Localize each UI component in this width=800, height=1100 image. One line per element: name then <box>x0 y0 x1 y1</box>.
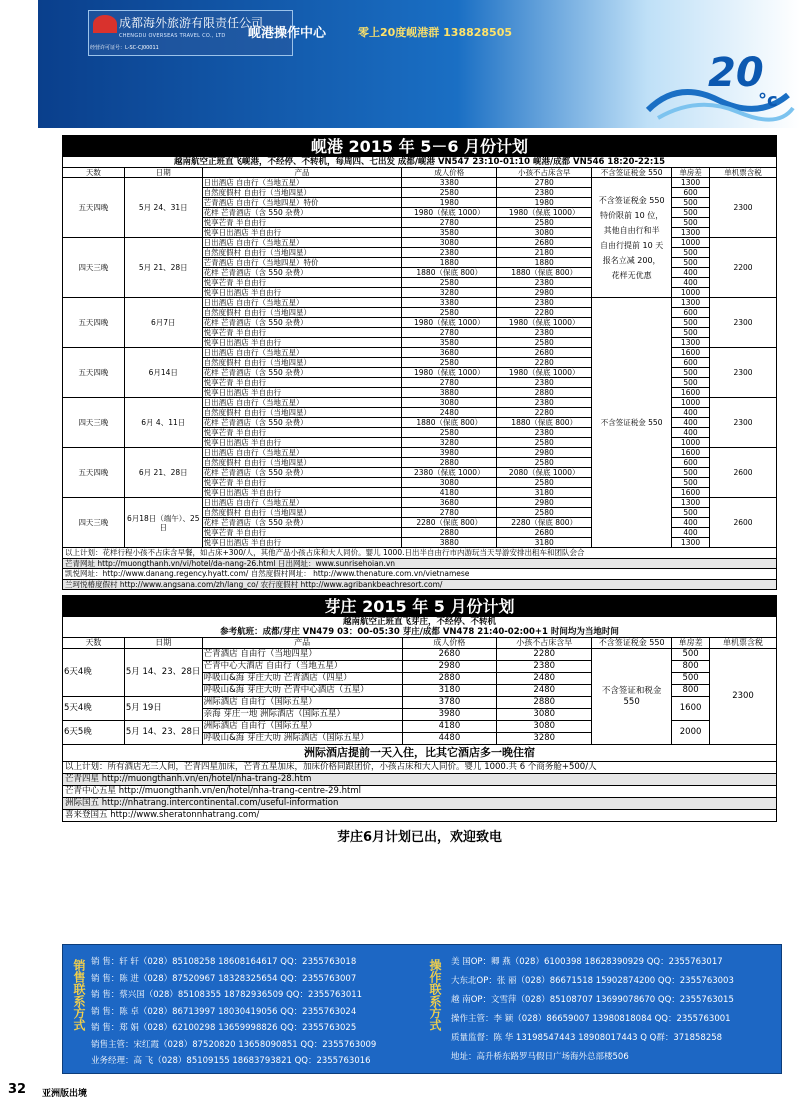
days-cell: 五天四晚 <box>63 298 125 348</box>
visa-note-cell: 不含签证和税金 550 <box>592 649 672 745</box>
ops-center-subtitle: 零上20度岘港群 138828505 <box>358 26 513 39</box>
visa-note-line: 自由行提前 10 天 <box>599 240 664 250</box>
table-header-cell: 产品 <box>202 168 402 178</box>
child-price-cell: 1880（保底 800） <box>497 268 592 278</box>
date-cell: 5月 24、31日 <box>124 178 202 238</box>
product-cell: 悦享日出酒店 半自由行 <box>202 438 402 448</box>
single-supplement-cell: 500 <box>672 508 710 518</box>
sales-contact-row: 销 售：陈 卓（028）86713997 18030419056 QQ：2355763024 <box>91 1006 357 1017</box>
ticket-cell: 2600 <box>710 498 777 548</box>
visa-note-line: 报名立减 200， <box>602 255 661 265</box>
adult-price-cell: 1980 <box>402 198 497 208</box>
adult-price-cell: 1880 <box>402 258 497 268</box>
brand-logo <box>638 40 798 126</box>
product-cell: 日出酒店 自由行（当地五星） <box>202 398 402 408</box>
days-cell: 5天4晚 <box>63 697 125 721</box>
single-supplement-cell: 500 <box>672 208 710 218</box>
publication-name: 亚洲版出境 <box>42 1089 88 1099</box>
adult-price-cell: 2580 <box>402 308 497 318</box>
product-cell: 呼吸山&海 芽庄大叻 芒青酒店（四星） <box>202 673 402 685</box>
adult-price-cell: 1980（保底 1000） <box>402 208 497 218</box>
child-price-cell: 2080（保底 1000） <box>497 468 592 478</box>
adult-price-cell: 1980（保底 1000） <box>402 318 497 328</box>
child-price-cell: 2380 <box>497 188 592 198</box>
days-cell: 四天三晚 <box>63 238 125 298</box>
product-cell: 花样 芒青酒店（含 550 杂费） <box>202 468 402 478</box>
table-row <box>63 178 777 188</box>
single-supplement-cell: 1000 <box>672 238 710 248</box>
product-cell: 自然度假村 自由行（当地四星） <box>202 358 402 368</box>
single-supplement-cell: 500 <box>672 198 710 208</box>
days-cell: 五天四晚 <box>63 448 125 498</box>
single-supplement-cell: 500 <box>672 218 710 228</box>
visa-note-line: 花样无优惠 <box>611 270 652 280</box>
license-number: 经营许可证号：L-SC-CJ00011 <box>90 45 159 51</box>
child-price-cell: 1880 <box>497 258 592 268</box>
danang-price-table <box>62 167 777 548</box>
product-cell: 悦享芒青 半自由行 <box>202 378 402 388</box>
product-cell: 花样 芒青酒店（含 550 杂费） <box>202 518 402 528</box>
ops-center-title: 岘港操作中心 <box>248 26 327 41</box>
ops-contact-row: 越 南OP：文雪萍（028）85108707 13699078670 QQ：2355763015 <box>451 995 734 1005</box>
days-cell: 6天5晚 <box>63 721 125 745</box>
adult-price-cell: 2380 <box>402 248 497 258</box>
single-supplement-cell: 500 <box>672 468 710 478</box>
child-price-cell: 3180 <box>497 538 592 548</box>
adult-price-cell: 3980 <box>402 448 497 458</box>
days-cell: 五天四晚 <box>63 178 125 238</box>
ticket-cell: 2300 <box>710 348 777 398</box>
announcement: 芽庄6月计划已出，欢迎致电 <box>336 830 503 845</box>
adult-price-cell: 3380 <box>402 178 497 188</box>
single-supplement-cell: 600 <box>672 458 710 468</box>
child-price-cell: 2380 <box>497 398 592 408</box>
single-supplement-cell: 1600 <box>672 388 710 398</box>
ops-contact-label: 操作联系方式 <box>428 959 442 1031</box>
table-header-cell: 小孩不占床含早 <box>497 168 592 178</box>
adult-price-cell: 3280 <box>402 438 497 448</box>
adult-price-cell: 2680 <box>402 649 497 661</box>
ops-contact-row: 美 国OP：卿 燕（028）6100398 18628390929 QQ：2355763017 <box>451 957 723 967</box>
danang-note: 兰珂悦椿度假村 http://www.angsana.com/zh/lang_co/ 农行度假村 http://www.agribankbeachresort.com/ <box>62 580 777 591</box>
product-cell: 悦享日出酒店 半自由行 <box>202 388 402 398</box>
product-cell: 自然度假村 自由行（当地四星） <box>202 458 402 468</box>
ticket-cell: 2300 <box>710 298 777 348</box>
adult-price-cell: 2780 <box>402 328 497 338</box>
product-cell: 自然度假村 自由行（当地四星） <box>202 408 402 418</box>
child-price-cell: 1980（保底 1000） <box>497 208 592 218</box>
product-cell: 悦享芒青 半自由行 <box>202 278 402 288</box>
child-price-cell: 2880 <box>497 697 592 709</box>
adult-price-cell: 3580 <box>402 338 497 348</box>
child-price-cell: 2680 <box>497 528 592 538</box>
child-price-cell: 1980（保底 1000） <box>497 368 592 378</box>
single-supplement-cell: 400 <box>672 268 710 278</box>
visa-note-cell <box>592 178 672 298</box>
product-cell: 呼吸山&海 芽庄大叻 洲际酒店（国际五星） <box>202 733 402 745</box>
nhatrang-flight-2: 参考航班：成都/芽庄 VN479 03：00-05:30 芽庄/成都 VN478 21:40-02:00+1 时间均为当地时间 <box>62 627 777 637</box>
nhatrang-note: 喜来登国五 http://www.sheratonnhatrang.com/ <box>62 810 777 822</box>
table-header-cell: 天数 <box>63 168 125 178</box>
adult-price-cell: 3880 <box>402 388 497 398</box>
child-price-cell: 1980 <box>497 198 592 208</box>
ticket-cell: 2300 <box>710 649 777 745</box>
child-price-cell: 2980 <box>497 288 592 298</box>
single-supplement-cell: 600 <box>672 308 710 318</box>
product-cell: 芒青酒店 自由行（当地四星）特价 <box>202 198 402 208</box>
single-supplement-cell: 1300 <box>672 298 710 308</box>
adult-price-cell: 3980 <box>402 709 497 721</box>
adult-price-cell: 2580 <box>402 278 497 288</box>
single-supplement-cell: 600 <box>672 358 710 368</box>
table-header-cell: 成人价格 <box>402 168 497 178</box>
adult-price-cell: 3080 <box>402 398 497 408</box>
adult-price-cell: 3080 <box>402 238 497 248</box>
adult-price-cell: 2280（保底 800） <box>402 518 497 528</box>
child-price-cell: 3080 <box>497 721 592 733</box>
product-cell: 悦享芒青 半自由行 <box>202 218 402 228</box>
product-cell: 悦享日出酒店 半自由行 <box>202 228 402 238</box>
nhatrang-banner: 洲际酒店提前一天入住，比其它酒店多一晚住宿 <box>62 745 777 762</box>
single-supplement-cell: 500 <box>672 368 710 378</box>
sales-contact-label: 销售联系方式 <box>72 959 86 1031</box>
nhatrang-note: 芒青中心五星 http://muongthanh.vn/en/hotel/nha-trang-centre-29.html <box>62 786 777 798</box>
adult-price-cell: 4180 <box>402 488 497 498</box>
product-cell: 芒青酒店 自由行（当地四星） <box>202 649 402 661</box>
single-supplement-cell: 1600 <box>672 448 710 458</box>
product-cell: 亲海 芽庄一地 洲际酒店（国际五星） <box>202 709 402 721</box>
date-cell: 5月 14、23、28日 <box>124 721 202 745</box>
table-row <box>63 298 777 308</box>
ops-contact-row: 地址：高升桥东路罗马假日广场海外总部楼506 <box>451 1052 629 1062</box>
adult-price-cell: 2580 <box>402 358 497 368</box>
child-price-cell: 3180 <box>497 488 592 498</box>
brand-number: 20 <box>708 50 764 96</box>
adult-price-cell: 3680 <box>402 498 497 508</box>
single-supplement-cell: 400 <box>672 418 710 428</box>
product-cell: 悦享日出酒店 半自由行 <box>202 288 402 298</box>
child-price-cell: 2580 <box>497 458 592 468</box>
sales-contact-row: 业务经理：高 飞（028）85109155 18683793821 QQ：2355763016 <box>91 1056 371 1066</box>
ops-contact-row: 大东北OP：张 丽（028）86671518 15902874200 QQ：2355763003 <box>451 976 734 986</box>
contact-panel <box>62 944 782 1074</box>
child-price-cell: 2280 <box>497 358 592 368</box>
date-cell: 6月14日 <box>124 348 202 398</box>
table-header-cell: 单机票含税 <box>710 638 777 649</box>
adult-price-cell: 1880（保底 800） <box>402 418 497 428</box>
child-price-cell: 2580 <box>497 508 592 518</box>
adult-price-cell: 2780 <box>402 218 497 228</box>
adult-price-cell: 2880 <box>402 673 497 685</box>
child-price-cell: 1980（保底 1000） <box>497 318 592 328</box>
sales-contact-row: 销售主管：宋红霞（028）87520820 13658090851 QQ：2355763009 <box>91 1039 377 1050</box>
child-price-cell: 1880（保底 800） <box>497 418 592 428</box>
sales-contact-row: 销 售：郑 娟（028）62100298 13659998826 QQ：2355763025 <box>91 1023 357 1033</box>
adult-price-cell: 3280 <box>402 288 497 298</box>
adult-price-cell: 3780 <box>402 697 497 709</box>
child-price-cell: 2580 <box>497 218 592 228</box>
single-supplement-cell: 500 <box>672 649 710 661</box>
single-supplement-cell: 1300 <box>672 178 710 188</box>
child-price-cell: 2380 <box>497 328 592 338</box>
danang-note: 以上计划：花样行程小孩不占床含早餐，如占床+300/人，其他产品小孩占床和大人同价。婴儿 1000.日出半自由行市内游玩当天导游安排出租车和团队会合 <box>62 548 777 559</box>
product-cell: 日出酒店 自由行（当地五星） <box>202 448 402 458</box>
child-price-cell: 2780 <box>497 178 592 188</box>
visa-note-line: 不含签证税金 550 <box>598 195 665 205</box>
child-price-cell: 2480 <box>497 673 592 685</box>
company-name-cn: 成都海外旅游有限责任公司 <box>119 16 264 30</box>
single-supplement-cell: 400 <box>672 428 710 438</box>
date-cell: 6月7日 <box>124 298 202 348</box>
single-supplement-cell: 1300 <box>672 338 710 348</box>
adult-price-cell: 2780 <box>402 508 497 518</box>
child-price-cell: 3280 <box>497 733 592 745</box>
company-name-en: CHENGDU OVERSEAS TRAVEL CO., LTD <box>119 33 226 39</box>
single-supplement-cell: 1000 <box>672 438 710 448</box>
child-price-cell: 2580 <box>497 438 592 448</box>
adult-price-cell: 1880（保底 800） <box>402 268 497 278</box>
date-cell: 5月 21、28日 <box>124 238 202 298</box>
single-supplement-cell: 600 <box>672 188 710 198</box>
product-cell: 日出酒店 自由行（当地五星） <box>202 238 402 248</box>
danang-title: 岘港 2015 年 5－6 月份计划 <box>62 135 777 157</box>
brand-unit: °c <box>758 90 778 111</box>
product-cell: 自然度假村 自由行（当地四星） <box>202 248 402 258</box>
child-price-cell: 2380 <box>497 298 592 308</box>
product-cell: 日出酒店 自由行（当地五星） <box>202 498 402 508</box>
table-header-cell: 不含签证税金 550 <box>592 638 672 649</box>
single-supplement-cell: 500 <box>672 258 710 268</box>
child-price-cell: 2180 <box>497 248 592 258</box>
child-price-cell: 2680 <box>497 348 592 358</box>
ops-contact-row: 操作主管：李 颖（028）86659007 13980818084 QQ：2355763001 <box>451 1014 731 1024</box>
visa-note-cell: 不含签证税金 550 <box>592 298 672 548</box>
child-price-cell: 2280 <box>497 308 592 318</box>
adult-price-cell: 2780 <box>402 378 497 388</box>
child-price-cell: 3080 <box>497 228 592 238</box>
single-supplement-cell: 1600 <box>672 488 710 498</box>
product-cell: 悦享芒青 半自由行 <box>202 328 402 338</box>
product-cell: 悦享芒青 半自由行 <box>202 428 402 438</box>
product-cell: 自然度假村 自由行（当地四星） <box>202 188 402 198</box>
nhatrang-note: 以上计划：所有酒店无三人间，芒青四星加床，芒青五星加床，加床价格同跟团价，小孩占床和大人同价。婴儿 1000.共 6 个商务舱+500/人 <box>62 762 777 774</box>
adult-price-cell: 4180 <box>402 721 497 733</box>
child-price-cell: 2580 <box>497 338 592 348</box>
table-header-cell: 产品 <box>202 638 402 649</box>
single-supplement-cell: 1300 <box>672 498 710 508</box>
product-cell: 自然度假村 自由行（当地四星） <box>202 308 402 318</box>
child-price-cell: 2480 <box>497 685 592 697</box>
single-supplement-cell: 400 <box>672 528 710 538</box>
single-supplement-cell: 500 <box>672 318 710 328</box>
days-cell: 四天三晚 <box>63 498 125 548</box>
product-cell: 悦享日出酒店 半自由行 <box>202 488 402 498</box>
product-cell: 花样 芒青酒店（含 550 杂费） <box>202 318 402 328</box>
adult-price-cell: 2580 <box>402 188 497 198</box>
adult-price-cell: 3680 <box>402 348 497 358</box>
header-banner <box>38 0 800 128</box>
ops-contact-row: 质量监督：陈 华 13198547443 18908017443 Q Q群：371858258 <box>451 1033 723 1043</box>
single-supplement-cell: 500 <box>672 478 710 488</box>
sales-contact-row: 销 售：蔡兴国（028）85108355 18782936509 QQ：2355763011 <box>91 990 363 1000</box>
adult-price-cell: 2880 <box>402 528 497 538</box>
nhatrang-flight-1: 越南航空正班直飞芽庄，不经停、不转机 <box>62 617 777 627</box>
ticket-cell: 2300 <box>710 178 777 238</box>
table-header-cell: 小孩不占床含早 <box>497 638 592 649</box>
table-header-cell: 不含签证税金 550 <box>592 168 672 178</box>
date-cell: 6月 4、11日 <box>124 398 202 448</box>
page-number: 32 <box>8 1082 27 1097</box>
adult-price-cell: 2880 <box>402 458 497 468</box>
single-supplement-cell: 1600 <box>672 348 710 358</box>
child-price-cell: 2880 <box>497 388 592 398</box>
adult-price-cell: 2980 <box>402 661 497 673</box>
adult-price-cell: 1980（保底 1000） <box>402 368 497 378</box>
single-supplement-cell: 1300 <box>672 538 710 548</box>
table-header-cell: 日期 <box>124 638 202 649</box>
product-cell: 日出酒店 自由行（当地五星） <box>202 178 402 188</box>
product-cell: 洲际酒店 自由行（国际五星） <box>202 697 402 709</box>
child-price-cell: 2280（保底 800） <box>497 518 592 528</box>
adult-price-cell: 2380（保底 1000） <box>402 468 497 478</box>
child-price-cell: 2380 <box>497 661 592 673</box>
main-content <box>62 135 777 848</box>
child-price-cell: 2980 <box>497 498 592 508</box>
ticket-cell: 2200 <box>710 238 777 298</box>
sales-contact-row: 销 售：陈 进（028）87520967 18328325654 QQ：2355763007 <box>91 973 357 984</box>
single-supplement-cell: 800 <box>672 661 710 673</box>
single-supplement-cell: 1600 <box>672 697 710 721</box>
child-price-cell: 2280 <box>497 408 592 418</box>
table-row <box>63 649 777 661</box>
single-supplement-cell: 500 <box>672 673 710 685</box>
product-cell: 日出酒店 自由行（当地五星） <box>202 298 402 308</box>
date-cell: 6月18日（端午）、25日 <box>124 498 202 548</box>
product-cell: 悦享日出酒店 半自由行 <box>202 538 402 548</box>
single-supplement-cell: 400 <box>672 518 710 528</box>
adult-price-cell: 3380 <box>402 298 497 308</box>
child-price-cell: 2380 <box>497 378 592 388</box>
single-supplement-cell: 500 <box>672 248 710 258</box>
child-price-cell: 3080 <box>497 709 592 721</box>
days-cell: 五天四晚 <box>63 348 125 398</box>
single-supplement-cell: 1300 <box>672 228 710 238</box>
product-cell: 悦享日出酒店 半自由行 <box>202 338 402 348</box>
product-cell: 自然度假村 自由行（当地四星） <box>202 508 402 518</box>
product-cell: 洲际酒店 自由行（国际五星） <box>202 721 402 733</box>
table-header-cell: 单房差 <box>672 638 710 649</box>
product-cell: 花样 芒青酒店（含 550 杂费） <box>202 418 402 428</box>
ticket-cell: 2300 <box>710 398 777 448</box>
single-supplement-cell: 2000 <box>672 721 710 745</box>
date-cell: 5月 19日 <box>124 697 202 721</box>
ticket-cell: 2600 <box>710 448 777 498</box>
child-price-cell: 2980 <box>497 448 592 458</box>
adult-price-cell: 2480 <box>402 408 497 418</box>
danang-note: 凯悦网址：http://www.danang.regency.hyatt.com/ 自然度假村网址： http://www.thenature.com.vn/vietnamese <box>62 569 777 580</box>
visa-note-line: 其他自由行和半 <box>603 225 660 235</box>
single-supplement-cell: 400 <box>672 278 710 288</box>
nhatrang-note: 芒青四星 http://muongthanh.vn/en/hotel/nha-trang-28.htm <box>62 774 777 786</box>
product-cell: 芒青酒店 自由行（当地四星）特价 <box>202 258 402 268</box>
child-price-cell: 2680 <box>497 238 592 248</box>
product-cell: 悦享芒青 半自由行 <box>202 478 402 488</box>
child-price-cell: 2280 <box>497 649 592 661</box>
nhatrang-title: 芽庄 2015 年 5 月份计划 <box>62 595 777 617</box>
product-cell: 芒青中心大酒店 自由行（当地五星） <box>202 661 402 673</box>
date-cell: 5月 14、23、28日 <box>124 649 202 697</box>
product-cell: 日出酒店 自由行（当地五星） <box>202 348 402 358</box>
nhatrang-note: 洲际国五 http://nhatrang.intercontinental.com/useful-information <box>62 798 777 810</box>
table-header-cell: 日期 <box>124 168 202 178</box>
single-supplement-cell: 500 <box>672 378 710 388</box>
child-price-cell: 2380 <box>497 428 592 438</box>
adult-price-cell: 3180 <box>402 685 497 697</box>
adult-price-cell: 3580 <box>402 228 497 238</box>
adult-price-cell: 2580 <box>402 428 497 438</box>
table-header-cell: 成人价格 <box>402 638 497 649</box>
days-cell: 四天三晚 <box>63 398 125 448</box>
single-supplement-cell: 400 <box>672 408 710 418</box>
product-cell: 花样 芒青酒店（含 550 杂费） <box>202 368 402 378</box>
table-header-cell: 单机票含税 <box>710 168 777 178</box>
product-cell: 花样 芒青酒店（含 550 杂费） <box>202 208 402 218</box>
single-supplement-cell: 1000 <box>672 288 710 298</box>
child-price-cell: 2580 <box>497 478 592 488</box>
product-cell: 呼吸山&海 芽庄大叻 芒青中心酒店（五星） <box>202 685 402 697</box>
child-price-cell: 2380 <box>497 278 592 288</box>
single-supplement-cell: 500 <box>672 328 710 338</box>
date-cell: 6月 21、28日 <box>124 448 202 498</box>
single-supplement-cell: 800 <box>672 685 710 697</box>
adult-price-cell: 3080 <box>402 478 497 488</box>
table-header-cell: 单房差 <box>672 168 710 178</box>
visa-note-line: 特价限前 10 位， <box>599 210 664 220</box>
table-header-cell: 天数 <box>63 638 125 649</box>
product-cell: 花样 芒青酒店（含 550 杂费） <box>202 268 402 278</box>
single-supplement-cell: 1000 <box>672 398 710 408</box>
adult-price-cell: 3880 <box>402 538 497 548</box>
danang-note: 芒青网址 http://muongthanh.vn/vi/hotel/da-nang-26.html 日出网址：www.sunrisehoian.vn <box>62 559 777 570</box>
logo-emblem-icon <box>93 15 117 33</box>
nhatrang-price-table <box>62 637 777 745</box>
danang-flight: 越南航空正班直飞岘港，不经停、不转机，每周四、七出发 成都/岘港 VN547 23:10-01:10 岘港/成都 VN546 18:20-22:15 <box>62 157 777 167</box>
product-cell: 悦享芒青 半自由行 <box>202 528 402 538</box>
adult-price-cell: 4480 <box>402 733 497 745</box>
days-cell: 6天4晚 <box>63 649 125 697</box>
sales-contact-row: 销 售：轩 轩（028）85108258 18608164617 QQ：2355763018 <box>91 957 357 967</box>
